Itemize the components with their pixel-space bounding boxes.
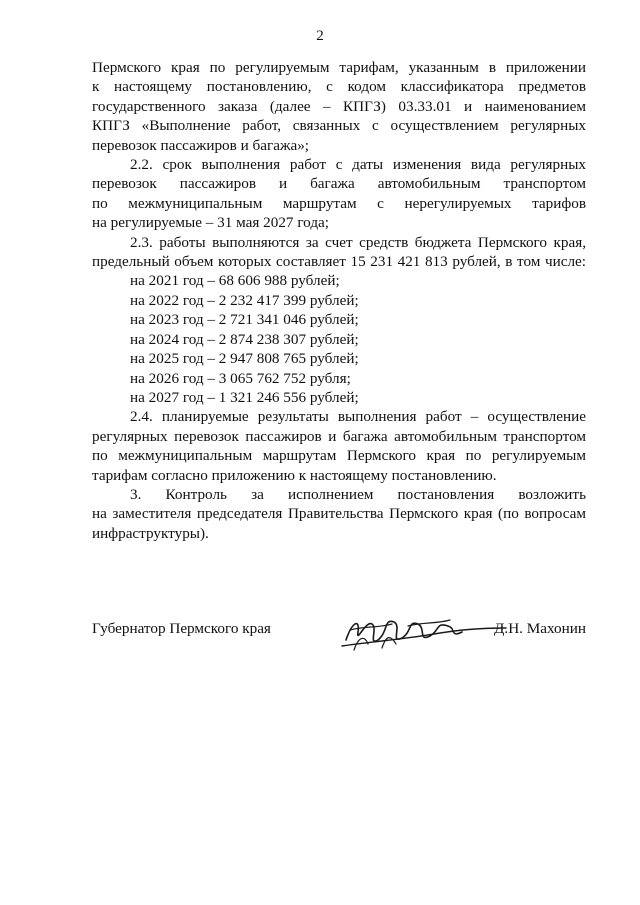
handwritten-signature	[338, 610, 508, 654]
paragraph-line: государственного заказа (далее – КПГЗ) 03.33.01 и наименованием	[92, 97, 586, 115]
paragraph-line: тарифам согласно приложению к настоящему постановлению.	[92, 466, 497, 484]
budget-year-line: на 2025 год – 2 947 808 765 рублей;	[130, 350, 359, 368]
paragraph-line: 3. Контроль за исполнением постановления возложить	[130, 485, 586, 503]
paragraph-line: 2.4. планируемые результаты выполнения работ – осуществление	[130, 408, 586, 426]
paragraph-line: 2.2. срок выполнения работ с даты изменения вида регулярных	[130, 156, 586, 174]
paragraph-line: КПГЗ «Выполнение работ, связанных с осуществлением регулярных	[92, 117, 586, 135]
paragraph-line: Пермского края по регулируемым тарифам, указанным в приложении	[92, 59, 586, 76]
paragraph-line: по межмуниципальным маршрутам с нерегулируемых тарифов	[92, 194, 586, 212]
budget-year-line: на 2023 год – 2 721 341 046 рублей;	[130, 311, 359, 329]
budget-year-line: на 2021 год – 68 606 988 рублей;	[130, 272, 340, 290]
paragraph-line: 2.3. работы выполняются за счет средств бюджета Пермского края,	[130, 233, 586, 251]
signatory-name: Д.Н. Махонин	[494, 620, 586, 637]
budget-year-line: на 2022 год – 2 232 417 399 рублей;	[130, 291, 359, 309]
paragraph-line: на заместителя председателя Правительства Пермского края (по вопросам	[92, 505, 586, 523]
budget-year-line: на 2027 год – 1 321 246 556 рублей;	[130, 388, 359, 406]
paragraph-line: перевозок пассажиров и багажа»;	[92, 136, 310, 154]
signatory-title: Губернатор Пермского края	[92, 620, 271, 637]
signature-block	[92, 614, 586, 654]
paragraph-line: предельный объем которых составляет 15 231 421 813 рублей, в том числе:	[92, 253, 586, 271]
page-number: 2	[316, 28, 324, 44]
budget-year-line: на 2024 год – 2 874 238 307 рублей;	[130, 330, 359, 348]
budget-year-line: на 2026 год – 3 065 762 752 рубля;	[130, 369, 351, 387]
paragraph-line: инфраструктуры).	[92, 524, 209, 542]
paragraph-line: по межмуниципальным маршрутам Пермского края по регулируемым	[92, 447, 586, 465]
paragraph-line: перевозок пассажиров и багажа автомобильным транспортом	[92, 175, 586, 193]
document-body	[92, 58, 586, 543]
paragraph-line: к настоящему постановлению, с кодом классификатора предметов	[92, 78, 586, 96]
paragraph-line: на регулируемые – 31 мая 2027 года;	[92, 214, 330, 232]
paragraph-line: регулярных перевозок пассажиров и багажа автомобильным транспортом	[92, 427, 586, 445]
